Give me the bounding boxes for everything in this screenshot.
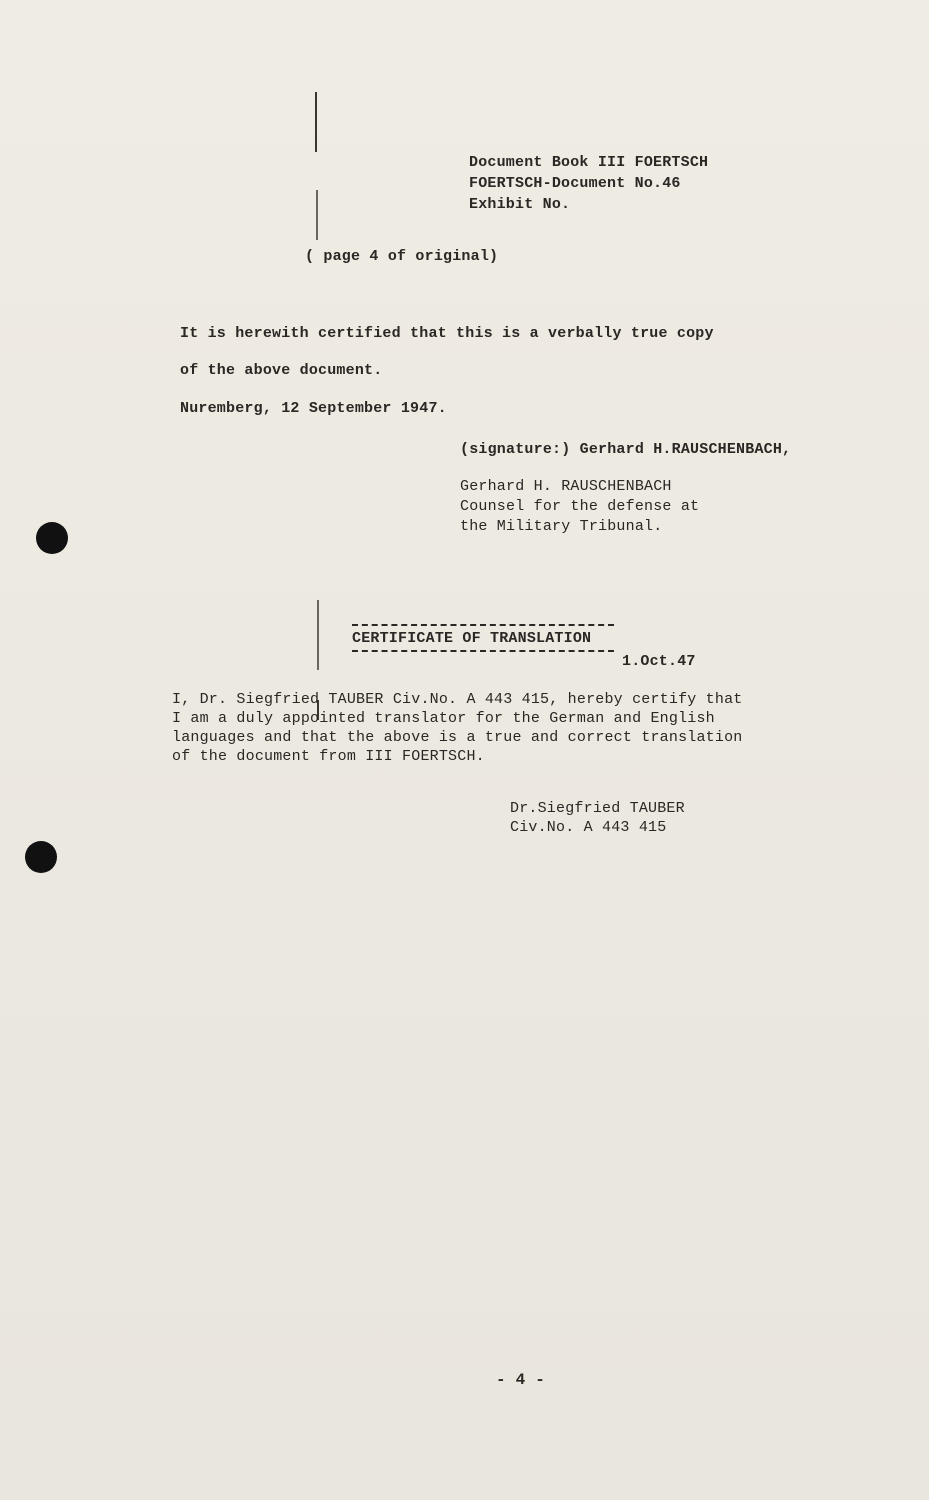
header-line-document-book: Document Book III FOERTSCH — [469, 154, 709, 171]
margin-rule-mid — [316, 190, 318, 240]
translator-name: Dr.Siegfried TAUBER — [510, 800, 685, 817]
translator-id: Civ.No. A 443 415 — [510, 819, 667, 836]
margin-rule-lower — [317, 600, 319, 670]
place-and-date: Nuremberg, 12 September 1947. — [180, 400, 447, 417]
certification-line-1: It is herewith certified that this is a verbally true copy — [180, 325, 714, 342]
signer-title-line-2: the Military Tribunal. — [460, 518, 663, 535]
heading-overline — [352, 624, 614, 626]
translation-line-1: I, Dr. Siegfried TAUBER Civ.No. A 443 415, hereby certify that — [172, 691, 743, 708]
translation-date: 1.Oct.47 — [622, 653, 696, 670]
signer-name: Gerhard H. RAUSCHENBACH — [460, 478, 672, 495]
page-of-original-note: ( page 4 of original) — [305, 248, 499, 265]
signature-line: (signature:) Gerhard H.RAUSCHENBACH, — [460, 441, 792, 458]
punch-hole-lower — [25, 841, 57, 873]
page-number: - 4 - — [496, 1371, 546, 1389]
translation-certificate-heading: CERTIFICATE OF TRANSLATION — [352, 630, 592, 647]
certification-line-2: of the above document. — [180, 362, 383, 379]
margin-rule-top — [315, 92, 317, 152]
header-line-exhibit: Exhibit No. — [469, 196, 571, 213]
translation-line-4: of the document from III FOERTSCH. — [172, 748, 485, 765]
translation-line-2: I am a duly appointed translator for the German and English — [172, 710, 715, 727]
signer-title-line-1: Counsel for the defense at — [460, 498, 700, 515]
heading-underline — [352, 650, 614, 652]
translation-line-3: languages and that the above is a true and correct translation — [172, 729, 743, 746]
header-line-document-number: FOERTSCH-Document No.46 — [469, 175, 681, 192]
punch-hole-upper — [36, 522, 68, 554]
